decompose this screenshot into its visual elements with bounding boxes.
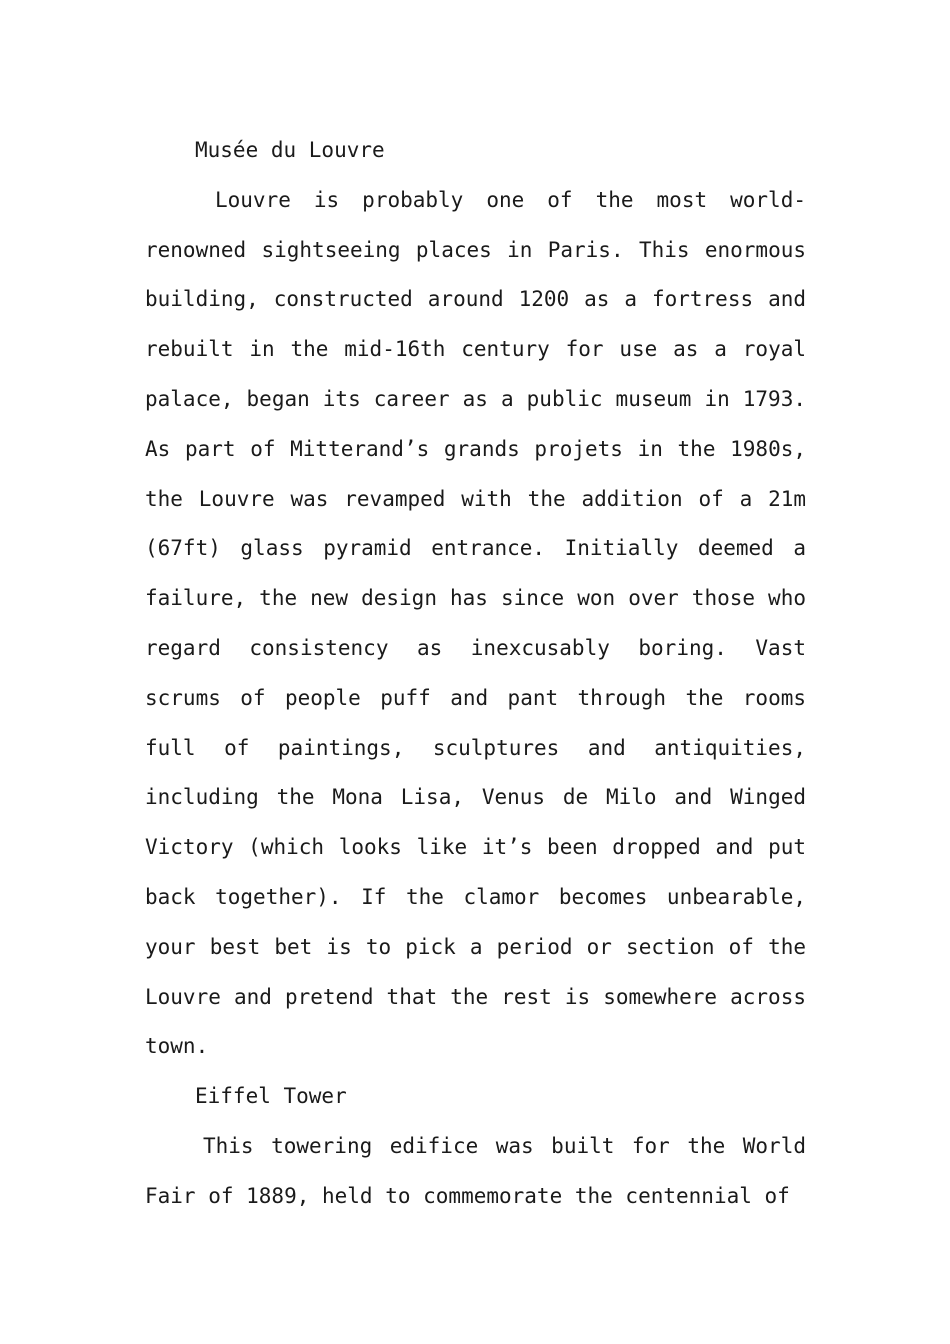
section-heading-louvre: Musée du Louvre — [195, 138, 385, 162]
section-heading-eiffel-tower: Eiffel Tower — [195, 1084, 347, 1109]
section-paragraph-eiffel-tower: This towering edifice was built for the World Fair of 1889, held to commemorate the centennial of — [145, 1133, 806, 1208]
section-paragraph-louvre: Louvre is probably one of the most world-renowned sightseeing places in Paris. This enormous building, constructed around 1200 as a fortress and rebuilt in the mid-16th century for use as a royal palace, began its career as a public museum in 1793. As part of Mitterand’s grands projets in the 1980s, the Louvre was revamped with the addition of a 21m (67ft) glass pyramid entrance. Initially deemed a failure, the new design has since won over those who regard consistency as inexcusably boring. Vast scrums of people puff and pant through the rooms full of paintings, sculptures and antiquities, including the Mona Lisa, Venus de Milo and Winged Victory (which looks like it’s been dropped and put back together). If the clamor becomes unbearable, your best bet is to pick a period or section of the Louvre and pretend that the rest is somewhere across town. — [145, 187, 806, 1059]
document-body — [145, 126, 806, 1222]
